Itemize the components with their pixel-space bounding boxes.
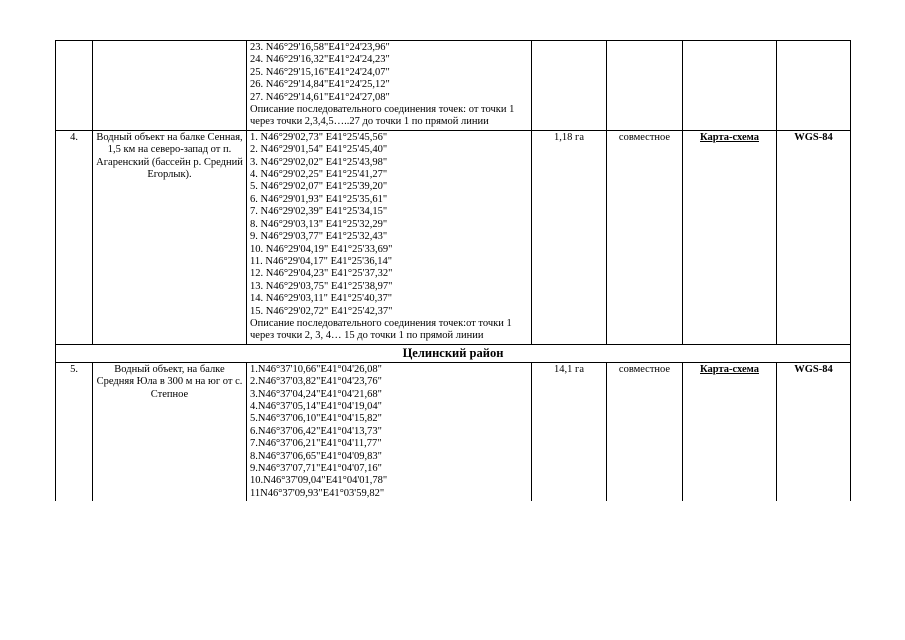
table-row <box>56 130 851 344</box>
coordinates-cell <box>247 130 532 344</box>
district-row <box>56 344 851 362</box>
object-description: Водный объект на балке Сенная, 1,5 км на северо-запад от п. Агаренский (бассейн р. Средний Егорлык). <box>93 130 247 344</box>
coordinate-point: 4.N46°37'05,14"E41°04'19,04" <box>250 400 382 412</box>
coordinate-point: 23. N46°29'16,58"E41°24'23,96" <box>250 42 390 53</box>
connection-description: Описание последовательного соединения точек: от точки 1 через точки 2,3,4,5…..27 до точки 1 по прямой линии <box>250 104 515 128</box>
object-description: Водный объект, на балке Средняя Юла в 300 м на юг от с. Степное <box>93 362 247 501</box>
coordinate-point: 13. N46°29'03,75" E41°25'38,97" <box>250 280 393 292</box>
coordinate-point: 27. N46°29'14,61"E41°24'27,08" <box>250 91 390 103</box>
coordinate-point: 5.N46°37'06,10"E41°04'15,82" <box>250 413 382 425</box>
coordinate-point: 8.N46°37'06,65"E41°04'09,83" <box>250 450 382 462</box>
coordinate-system: WGS-84 <box>777 130 851 344</box>
ownership-type: совместное <box>607 130 683 344</box>
district-heading: Целинский район <box>56 344 851 362</box>
coordinate-point: 11. N46°29'04,17" E41°25'36,14" <box>250 255 392 267</box>
coordinate-point: 1.N46°37'10,66"E41°04'26,08" <box>250 363 382 375</box>
map-scheme-link <box>683 41 777 131</box>
coordinate-point: 12. N46°29'04,23" E41°25'37,32" <box>250 268 393 280</box>
coordinates-cell <box>247 41 532 131</box>
coordinate-point: 3.N46°37'04,24"E41°04'21,68" <box>250 388 382 400</box>
table-row <box>56 362 851 501</box>
row-number <box>56 41 93 131</box>
coordinates-cell <box>247 362 532 501</box>
coordinate-point: 25. N46°29'15,16"E41°24'24,07" <box>250 66 390 78</box>
ownership-type <box>607 41 683 131</box>
coordinate-system: WGS-84 <box>777 362 851 501</box>
coordinate-point: 2.N46°37'03,82"E41°04'23,76" <box>250 376 382 388</box>
coordinate-point: 5. N46°29'02,07" E41°25'39,20" <box>250 181 388 193</box>
coordinate-point: 14. N46°29'03,11" E41°25'40,37" <box>250 293 392 305</box>
coordinate-point: 10.N46°37'09,04"E41°04'01,78" <box>250 475 388 487</box>
coordinate-point: 26. N46°29'14,84"E41°24'25,12" <box>250 79 390 91</box>
coordinate-point: 7. N46°29'02,39" E41°25'34,15" <box>250 206 388 218</box>
water-objects-table <box>55 40 851 501</box>
coordinate-point: 9. N46°29'03,77" E41°25'32,43" <box>250 231 388 243</box>
connection-description: Описание последовательного соединения точек:от точки 1 через точки 2, 3, 4… 15 до точки 1 по прямой линии <box>250 317 512 342</box>
area-value: 1,18 га <box>532 130 607 344</box>
coordinate-point: 7.N46°37'06,21"E41°04'11,77" <box>250 438 382 450</box>
object-description <box>93 41 247 131</box>
coordinate-point: 9.N46°37'07,71"E41°04'07,16" <box>250 463 382 474</box>
table-row <box>56 41 851 131</box>
coordinate-point: 6.N46°37'06,42"E41°04'13,73" <box>250 425 382 437</box>
area-value: 14,1 га <box>532 362 607 501</box>
coordinate-point: 4. N46°29'02,25" E41°25'41,27" <box>250 169 388 181</box>
coordinate-point: 15. N46°29'02,72" E41°25'42,37" <box>250 305 393 317</box>
coordinate-point: 1. N46°29'02,73" E41°25'45,56" <box>250 131 388 143</box>
coordinate-point: 10. N46°29'04,19" E41°25'33,69" <box>250 243 393 255</box>
map-scheme-link[interactable]: Карта-схема <box>683 362 777 501</box>
row-number: 4. <box>56 130 93 344</box>
coordinate-point: 11N46°37'09,93"E41°03'59,82" <box>250 487 385 499</box>
row-number: 5. <box>56 362 93 501</box>
coordinate-point: 8. N46°29'03,13" E41°25'32,29" <box>250 218 388 230</box>
coordinate-point: 3. N46°29'02,02" E41°25'43,98" <box>250 156 388 168</box>
area-value <box>532 41 607 131</box>
coordinate-point: 2. N46°29'01,54" E41°25'45,40" <box>250 144 388 156</box>
ownership-type: совместное <box>607 362 683 501</box>
coordinate-point: 6. N46°29'01,93" E41°25'35,61" <box>250 193 388 205</box>
coordinate-point: 24. N46°29'16,32"E41°24'24,23" <box>250 54 390 66</box>
coordinate-system <box>777 41 851 131</box>
map-scheme-link[interactable]: Карта-схема <box>683 130 777 344</box>
